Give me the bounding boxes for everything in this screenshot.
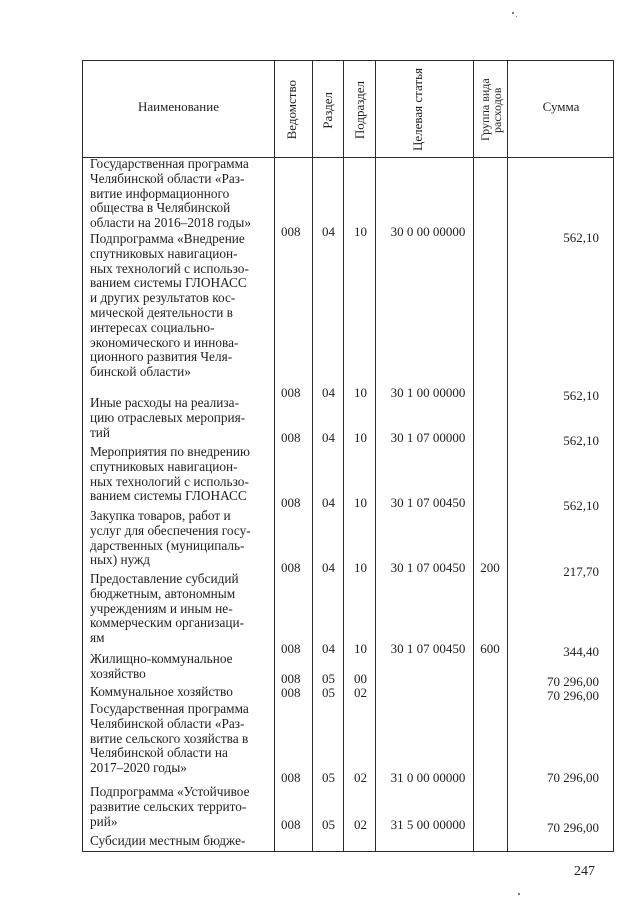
cell-podrazdel: 02 [354,685,367,700]
cell-razdel: 05 [322,671,335,686]
row-name: Подпрограмма «Внедрение спутниковых навигацион- ных технологий с использо- ванием системы ГЛОНАСС и других результатов кос- мической деятельности в интересах социально- экономического и иннова- ционного развития Челя- бинской области» [90,231,249,380]
cell-razdel: 04 [322,385,335,400]
cell-podrazdel: 10 [354,224,367,239]
cell-celevaya: 30 1 07 00450 [390,560,466,575]
cell-razdel: 05 [322,685,335,700]
cell-razdel: 04 [322,495,335,510]
column-divider [507,61,508,851]
cell-gruppa: 600 [480,641,500,656]
column-divider [343,61,344,851]
cell-celevaya: 30 1 07 00000 [390,430,466,445]
cell-summa: 562,10 [563,388,599,403]
cell-summa: 217,70 [563,564,599,579]
cell-razdel: 04 [322,560,335,575]
cell-celevaya: 31 5 00 00000 [390,817,466,832]
row-name: Государственная программа Челябинской области «Раз- витие сельского хозяйства в Челябинской области на 2017–2020 годы» [90,701,249,776]
cell-podrazdel: 10 [354,430,367,445]
column-divider [274,61,275,851]
cell-celevaya: 30 1 07 00450 [390,495,466,510]
cell-podrazdel: 00 [354,671,367,686]
cell-ved: 008 [281,495,301,510]
cell-summa: 70 296,00 [547,770,599,785]
cell-ved: 008 [281,385,301,400]
cell-celevaya: 30 1 07 00450 [390,641,466,656]
header-razdel: Раздел [320,91,335,129]
cell-razdel: 04 [322,224,335,239]
row-name: Подпрограмма «Устойчивое развитие сельских террито- рий» [90,784,250,829]
cell-razdel: 05 [322,770,335,785]
cell-celevaya: 31 0 00 00000 [390,770,466,785]
scan-speck [512,12,514,14]
cell-ved: 008 [281,817,301,832]
row-name: Закупка товаров, работ и услуг для обеспечения госу- дарственных (муниципаль- ных) нужд [90,508,251,568]
header-celevaya: Целевая статья [410,68,425,152]
cell-summa: 562,10 [563,498,599,513]
header-name: Наименование [138,99,219,114]
budget-table [82,60,614,852]
header-gruppa: Группа вида расходов [478,78,504,142]
cell-summa: 344,40 [563,644,599,659]
row-name: Субсидии местным бюдже- [90,833,246,848]
cell-ved: 008 [281,671,301,686]
cell-summa: 70 296,00 [547,688,599,703]
cell-celevaya: 30 1 00 00000 [390,385,466,400]
cell-podrazdel: 10 [354,495,367,510]
cell-razdel: 04 [322,430,335,445]
cell-ved: 008 [281,430,301,445]
cell-podrazdel: 10 [354,385,367,400]
scan-speck [518,893,520,895]
cell-podrazdel: 10 [354,560,367,575]
column-divider [473,61,474,851]
cell-summa: 562,10 [563,433,599,448]
cell-summa: 562,10 [563,230,599,245]
row-name: Иные расходы на реализа- цию отраслевых мероприя- тий [90,395,246,440]
column-divider [375,61,376,851]
cell-podrazdel: 02 [354,817,367,832]
row-name: Предоставление субсидий бюджетным, автономным учреждениям и иным не- коммерческим организаци- ям [90,571,245,646]
row-name: Жилищно-коммунальное хозяйство [90,651,233,681]
cell-summa: 70 296,00 [547,820,599,835]
cell-razdel: 05 [322,817,335,832]
row-name: Мероприятия по внедрению спутниковых навигацион- ных технологий с использо- ванием системы ГЛОНАСС [90,444,250,504]
header-ved: Ведомство [284,80,299,140]
cell-razdel: 04 [322,641,335,656]
cell-podrazdel: 02 [354,770,367,785]
cell-gruppa: 200 [480,560,500,575]
cell-ved: 008 [281,641,301,656]
header-summa: Сумма [542,99,580,114]
cell-ved: 008 [281,685,301,700]
page-number: 247 [574,864,595,879]
row-name: Коммунальное хозяйство [90,684,233,699]
scan-speck [516,16,517,17]
cell-ved: 008 [281,560,301,575]
row-name: Государственная программа Челябинской области «Раз- витие информационного общества в Челябинской области на 2016–2018 годы» [90,156,252,231]
column-divider [312,61,313,851]
cell-ved: 008 [281,770,301,785]
cell-ved: 008 [281,224,301,239]
cell-celevaya: 30 0 00 00000 [390,224,466,239]
header-podrazdel: Подраздел [352,80,367,140]
cell-podrazdel: 10 [354,641,367,656]
cell-summa: 70 296,00 [547,674,599,689]
